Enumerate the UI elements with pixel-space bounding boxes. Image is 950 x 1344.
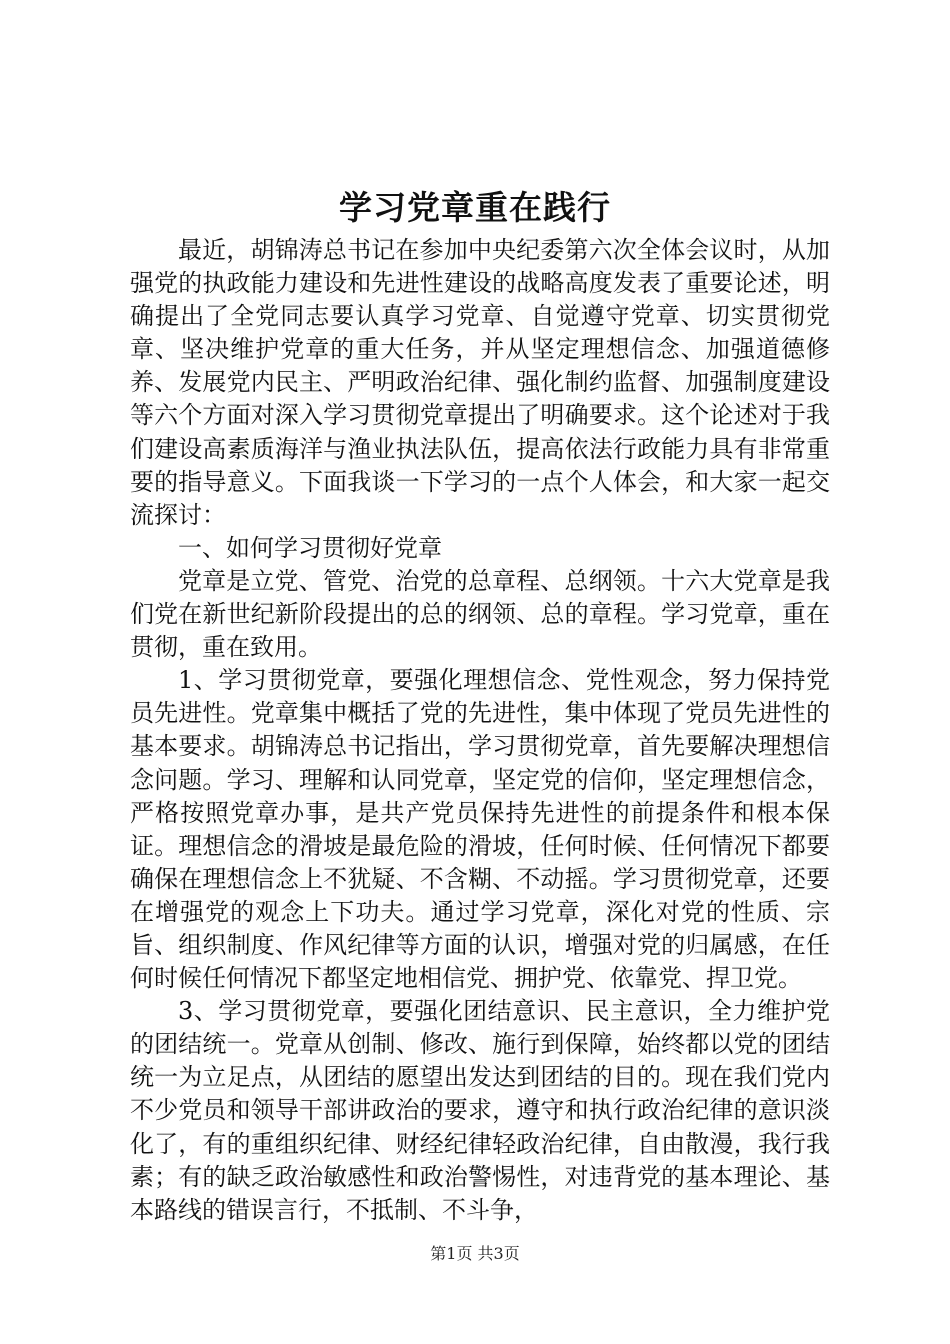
document-body [130, 234, 830, 1227]
paragraph-party-charter: 党章是立党、管党、治党的总章程、总纲领。十六大党章是我们党在新世纪新阶段提出的总的纲领、总的章程。学习党章，重在贯彻，重在致用。 [130, 566, 830, 662]
section-heading: 一、如何学习贯彻好党章 [178, 533, 442, 562]
page-footer: 第1页 共3页 [430, 1244, 520, 1263]
paragraph-intro: 最近，胡锦涛总书记在参加中央纪委第六次全体会议时，从加强党的执政能力建设和先进性建设的战略高度发表了重要论述，明确提出了全党同志要认真学习党章、自觉遵守党章、切实贯彻党章、坚决维护党章的重大任务，并从坚定理想信念、加强道德修养、发展党内民主、严明政治纪律、强化制约监督、加强制度建设等六个方面对深入学习贯彻党章提出了明确要求。这个论述对于我们建设高素质海洋与渔业执法队伍，提高依法行政能力具有非常重要的指导意义。下面我谈一下学习的一点个人体会，和大家一起交流探讨： [130, 236, 830, 529]
paragraph-point-3: 3、学习贯彻党章，要强化团结意识、民主意识，全力维护党的团结统一。党章从创制、修改、施行到保障，始终都以党的团结统一为立足点，从团结的愿望出发达到团结的目的。现在我们党内不少党员和领导干部讲政治的要求，遵守和执行政治纪律的意识淡化了，有的重组织纪律、财经纪律轻政治纪律，自由散漫，我行我素；有的缺乏政治敏感性和政治警惕性，对违背党的基本理论、基本路线的错误言行，不抵制、不斗争， [130, 997, 830, 1224]
paragraph-point-1: 1、学习贯彻党章，要强化理想信念、党性观念，努力保持党员先进性。党章集中概括了党的先进性，集中体现了党员先进性的基本要求。胡锦涛总书记指出，学习贯彻党章，首先要解决理想信念问题。学习、理解和认同党章，坚定党的信仰，坚定理想信念，严格按照党章办事，是共产党员保持先进性的前提条件和根本保证。理想信念的滑坡是最危险的滑坡，任何时候、任何情况下都要确保在理想信念上不犹疑、不含糊、不动摇。学习贯彻党章，还要在增强党的观念上下功夫。通过学习党章，深化对党的性质、宗旨、组织制度、作风纪律等方面的认识，增强对党的归属感，在任何时候任何情况下都坚定地相信党、拥护党、依靠党、捍卫党。 [130, 666, 830, 993]
document-title: 学习党章重在践行 [339, 188, 611, 227]
